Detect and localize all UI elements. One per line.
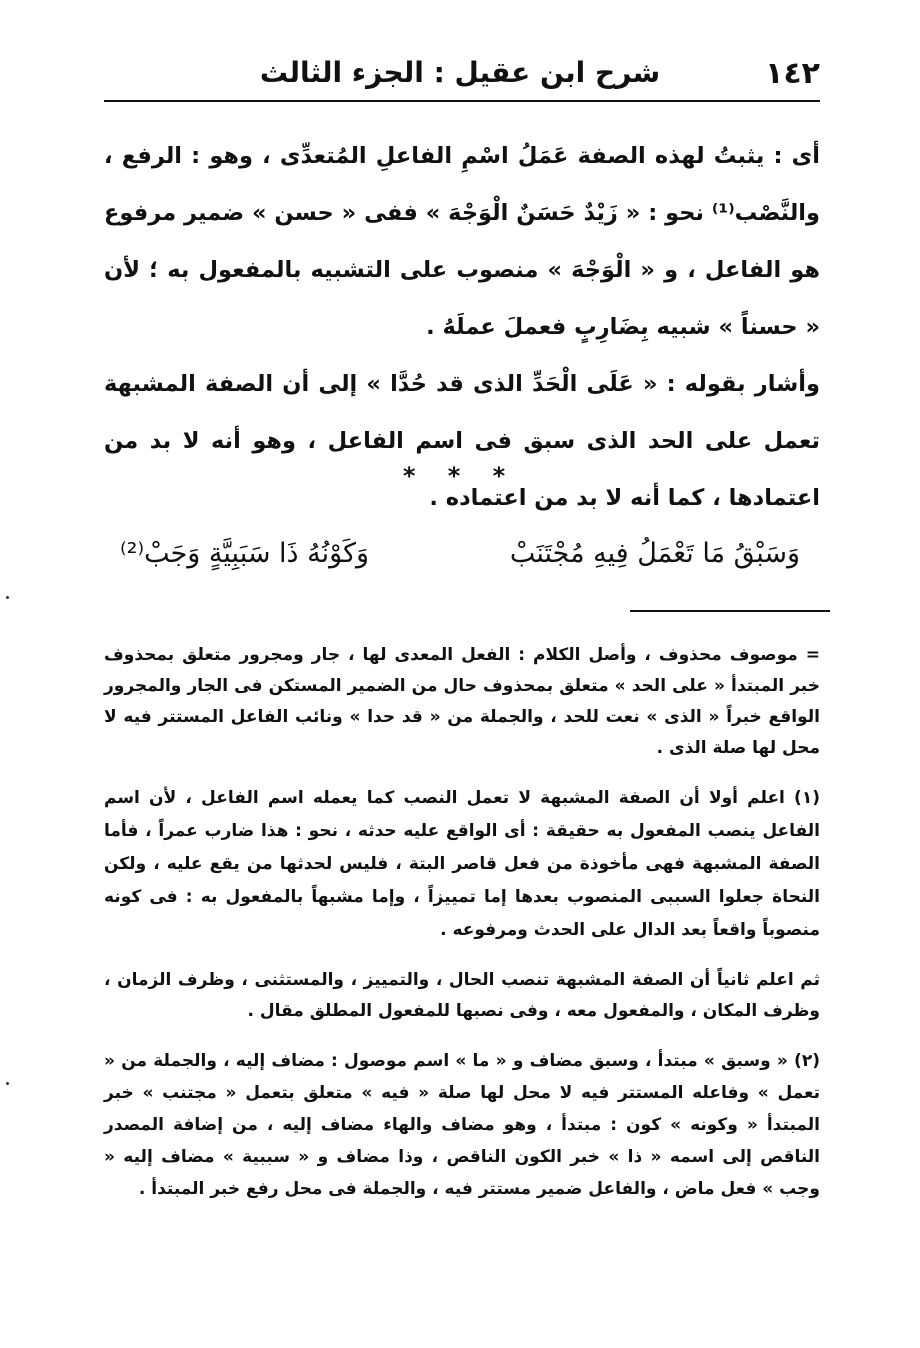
verse-hemistich-right: وَسَبْقُ مَا تَعْمَلُ فِيهِ مُجْتَنَبْ — [509, 538, 800, 569]
footnote-1: (١) اعلم أولا أن الصفة المشبهة لا تعمل النصب كما يعمله اسم الفاعل ، لأن اسم الفاعل ينصب المفعول به حقيقة : أى الواقع عليه حدثه ، نحو : هذا ضارب عمراً ، فأما الصفة المشبهة فهى مأخوذة من فعل قاصر البتة ، فليس لحدثها من يقع عليه ، ولكن النحاة جعلوا السببى المنصوب بعدها إما تمييزاً ، وإما مشبهاً بالمفعول به : فى كونه منصوباً واقعاً بعد الدال على الحدث ومرفوعه . — [104, 788, 820, 940]
body-paragraph-2: وأشار بقوله : « عَلَى الْحَدِّ الذى قد حُدَّا » إلى أن الصفة المشبهة تعمل على الحد الذى سبق فى اسم الفاعل ، وهو أنه لا بد من اعتمادها ، كما أنه لا بد من اعتماده . — [104, 371, 820, 511]
footnote-1-continued: ثم اعلم ثانياً أن الصفة المشبهة تنصب الحال ، والتمييز ، والمستثنى ، وظرف الزمان ، وظرف المكان ، والمفعول معه ، وفى نصبها للمفعول المطلق مقال . — [104, 970, 820, 1021]
footnote-2: (٢) « وسبق » مبتدأ ، وسبق مضاف و « ما » اسم موصول : مضاف إليه ، والجملة من « تعمل » وفاعله المستتر فيه لا محل لها صلة « فيه » متعلق بتعمل « مجتنب » خبر المبتدأ « وكونه » كون : مبتدأ ، وهو مضاف والهاء مضاف إليه ، من إضافة المصدر الناقص إلى اسمه « ذا » خبر الكون الناقص ، وذا مضاف و « سببية » مضاف إليه « وجب » فعل ماض ، والفاعل ضمير مستتر فيه ، والجملة فى محل رفع خبر المبتدأ . — [104, 1051, 820, 1199]
scan-speck — [6, 596, 9, 599]
footnote-continuation: = موصوف محذوف ، وأصل الكلام : الفعل المعدى لها ، جار ومجرور متعلق بمحذوف خبر المبتدأ « على الحد » متعلق بمحذوف حال من الضمير المستكن فى الجار والمجرور الواقع خبراً « الذى » نعت للحد ، والجملة من « قد حدا » ونائب الفاعل المستتر فيه لا محل لها صلة الذى . — [104, 645, 820, 758]
verse-hemistich-left: وَكَوْنُهُ ذَا سَبَبِيَّةٍ وَجَبْ⁽²⁾ — [120, 538, 369, 569]
verse-line — [120, 538, 800, 588]
page-number: ١٤٢ — [765, 56, 820, 91]
section-separator: * * * — [402, 462, 518, 490]
body-paragraph-1: أى : يثبتُ لهذه الصفة عَمَلُ اسْمِ الفاعلِ المُتعدِّى ، وهو : الرفع ، والنَّصْب⁽¹⁾ نحو : « زَيْدٌ حَسَنٌ الْوَجْهَ » ففى « حسن » ضمير مرفوع هو الفاعل ، و « الْوَجْهَ » منصوب على التشبيه بالمفعول به ؛ لأن « حسناً » شبيه بِضَارِبٍ فعملَ عملَهُ . — [104, 143, 820, 340]
header-rule — [104, 100, 820, 102]
running-head — [100, 52, 820, 96]
footnotes — [104, 640, 820, 1205]
book-title: شرح ابن عقيل : الجزء الثالث — [259, 56, 661, 89]
footnote-rule — [630, 610, 830, 612]
scan-speck — [6, 1082, 9, 1085]
